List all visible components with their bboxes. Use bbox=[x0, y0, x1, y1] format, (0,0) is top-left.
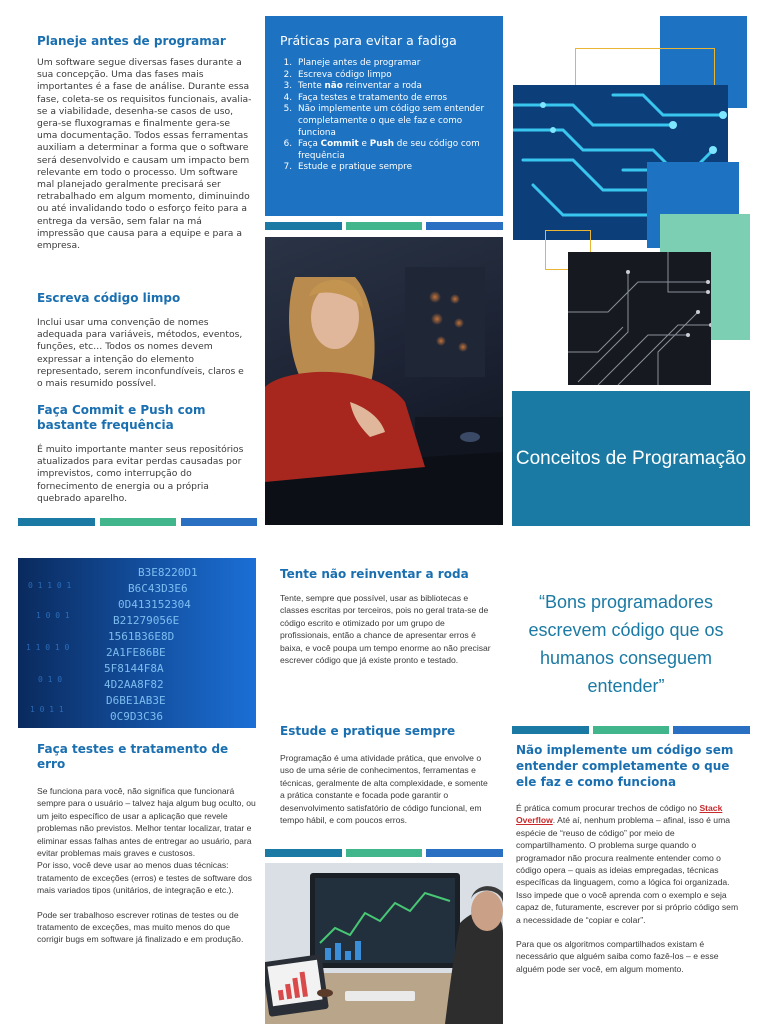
heading-study: Estude e pratique sempre bbox=[280, 724, 456, 738]
paragraph-understand-2: Para que os algoritmos compartilhados existam é necessário que alguém saiba como fazê-los – e esse alguém pode ser você, em algum momento. bbox=[516, 939, 719, 974]
divider-bar bbox=[673, 726, 750, 734]
svg-text:0 1 1 0 1: 0 1 1 0 1 bbox=[28, 581, 72, 590]
svg-text:1561B36E8D: 1561B36E8D bbox=[108, 630, 175, 643]
heading-commit: Faça Commit e Push com bastante frequência bbox=[37, 403, 206, 432]
divider-bar bbox=[181, 518, 257, 526]
section-tests bbox=[37, 742, 257, 946]
divider-bar bbox=[593, 726, 669, 734]
photo-woman-at-computer bbox=[265, 237, 503, 525]
svg-text:4D2AA8F82: 4D2AA8F82 bbox=[104, 678, 164, 691]
divider-bar bbox=[18, 518, 95, 526]
svg-text:2A1FE86BE: 2A1FE86BE bbox=[106, 646, 166, 659]
divider-bar bbox=[100, 518, 176, 526]
paragraph-clean-code: Inclui usar uma convenção de nomes adequada para variáveis, métodos, eventos, funções, etc… Todos os nomes devem expressar a intenção do elemento representado, serem inconfundíveis, claros e o mais resumido possível. bbox=[37, 317, 244, 390]
list-item: 7. Estude e pratique sempre bbox=[283, 162, 413, 173]
photo-dark-circuit bbox=[568, 252, 711, 385]
svg-text:B6C43D3E6: B6C43D3E6 bbox=[128, 582, 188, 595]
divider-bar bbox=[346, 222, 422, 230]
paragraph-tests-2: Por isso, você deve usar ao menos duas técnicas: tratamento de exceções (erros) e testes de software dos mais variados tipos (unitários, de integração e etc.). bbox=[37, 860, 252, 896]
divider-bar bbox=[512, 726, 589, 734]
svg-text:0 1 0: 0 1 0 bbox=[38, 675, 63, 684]
practices-title: Práticas para evitar a fadiga bbox=[280, 33, 457, 48]
svg-text:1 0 1 1: 1 0 1 1 bbox=[30, 705, 64, 714]
section-reinvent bbox=[280, 567, 492, 666]
practices-list bbox=[280, 58, 488, 174]
paragraph-study: Programação é uma atividade prática, que envolve o uso de uma série de conhecimentos, ferramentas e técnicas, geralmente de alta complexidade, e somente a prática constante e focada pode garantir o desenvolvimento satisfatório de código funcional, em tempo hábil, e com poucos erros. bbox=[280, 753, 488, 826]
heading-reinvent: Tente não reinventar a roda bbox=[280, 567, 469, 581]
quote-text: “Bons programadores escrevem código que os humanos conseguem entender” bbox=[528, 592, 724, 696]
list-item: 6. Faça Commit e Push de seu código com frequência bbox=[283, 139, 480, 161]
svg-text:B3E8220D1: B3E8220D1 bbox=[138, 566, 198, 579]
cover-title-box bbox=[512, 391, 750, 526]
section-clean-code bbox=[37, 291, 252, 390]
paragraph-reinvent: Tente, sempre que possível, usar as bibliotecas e classes escritas por terceiros, pois no geral trata-se de código escrito e otimizado por um grupo de profissionais, então a chance de apresentar erros é baixa, e você poupa um tempo enorme ao não precisar escrever código que já existe pronto e testado. bbox=[280, 593, 491, 666]
svg-text:0C9D3C36: 0C9D3C36 bbox=[110, 710, 163, 723]
svg-text:1 0 0 1: 1 0 0 1 bbox=[36, 611, 70, 620]
heading-understand: Não implemente um código sem entender completamente o que ele faz e como funciona bbox=[516, 743, 734, 789]
section-plan bbox=[37, 34, 252, 252]
stack-overflow-link[interactable]: Stack Overflow bbox=[516, 803, 723, 826]
svg-text:5F8144F8A: 5F8144F8A bbox=[104, 662, 164, 675]
paragraph-tests-3: Pode ser trabalhoso escrever rotinas de testes ou de tratamento de exceções, mas muito menos do que corrigir bugs em software já finalizado e em produção. bbox=[37, 909, 244, 945]
heading-tests: Faça testes e tratamento de erro bbox=[37, 742, 229, 771]
list-item: 4. Faça testes e tratamento de erros bbox=[283, 92, 448, 103]
divider-bar bbox=[265, 849, 342, 857]
heading-plan: Planeje antes de programar bbox=[37, 34, 226, 48]
divider-bar bbox=[346, 849, 422, 857]
heading-clean-code: Escreva código limpo bbox=[37, 291, 181, 305]
section-commit bbox=[37, 403, 252, 505]
list-item: 5. Não implemente um código sem entender completamente o que ele faz e como funciona bbox=[283, 104, 485, 138]
svg-text:1 1 0 1 0: 1 1 0 1 0 bbox=[26, 643, 70, 652]
divider-bar bbox=[426, 222, 503, 230]
paragraph-commit: É muito importante manter seus repositórios atualizados para evitar perdas causadas por imprevistos, como interrupção do fornecimento de energia ou a própria quebrado aparelho. bbox=[37, 444, 244, 504]
svg-text:B21279056E: B21279056E bbox=[113, 614, 180, 627]
paragraph-understand-1: É prática comum procurar trechos de código no Stack Overflow. Até aí, nenhum problema – afinal, isso é uma espécie de “reuso de código” por meio de compartilhamento. O problema surge quando o programador não procura realmente entender como o código opera – quais as ideias empregadas, técnicas específicas da linguagem, como a lógica foi organizada. Isso impede que o você aprenda com o exemplo e seja capaz de, futuramente, escrever por si próprio código sem a necessidade de “copiar e colar”. bbox=[516, 803, 739, 925]
paragraph-plan: Um software segue diversas fases durante a sua concepção. Uma das fases mais importantes é a fase de análise. Durante essa fase, coleta-se os requisitos funcionais, avalia-se a viabilidade, desenha-se casos de uso, gera-se fluxogramas e finalmente gera-se uma documentação. Todos essas ferramentas auxiliam a determinar a forma que o software será desenvolvido e causam um impacto bem relevante em todo o processo. Um software mal planejado geralmente precisará ser retrabalhado em algum momento, diminuindo ou até invalidando todo o esforço feito para a entrega da versão, sem falar na má impressão que causa para a equipe e para a empresa. bbox=[37, 57, 252, 252]
section-study bbox=[280, 724, 492, 826]
photo-man-at-monitors bbox=[265, 863, 503, 1024]
practices-box bbox=[265, 16, 503, 216]
list-item: 2. Escreva código limpo bbox=[283, 69, 392, 80]
list-item: 1. Planeje antes de programar bbox=[283, 58, 421, 68]
photo-binary-code bbox=[18, 558, 256, 728]
svg-text:0D413152304: 0D413152304 bbox=[118, 598, 191, 611]
svg-text:D6BE1AB3E: D6BE1AB3E bbox=[106, 694, 166, 707]
paragraph-tests-1: Se funciona para você, não significa que funcionará sempre para o usuário – talvez haja algum bug oculto, ou um jeito específico de usar a aplicação que revele problemas não previstos. Melhor tentar localizar, tratar e eliminar essas falhas antes de entregar ao usuário, para evitar problemas mais graves e custosos. bbox=[37, 786, 256, 859]
section-understand bbox=[516, 742, 744, 975]
divider-bar bbox=[265, 222, 342, 230]
divider-bar bbox=[426, 849, 503, 857]
cover-title: Conceitos de Programação bbox=[515, 447, 747, 469]
list-item: 3. Tente não reinventar a roda bbox=[283, 81, 422, 92]
